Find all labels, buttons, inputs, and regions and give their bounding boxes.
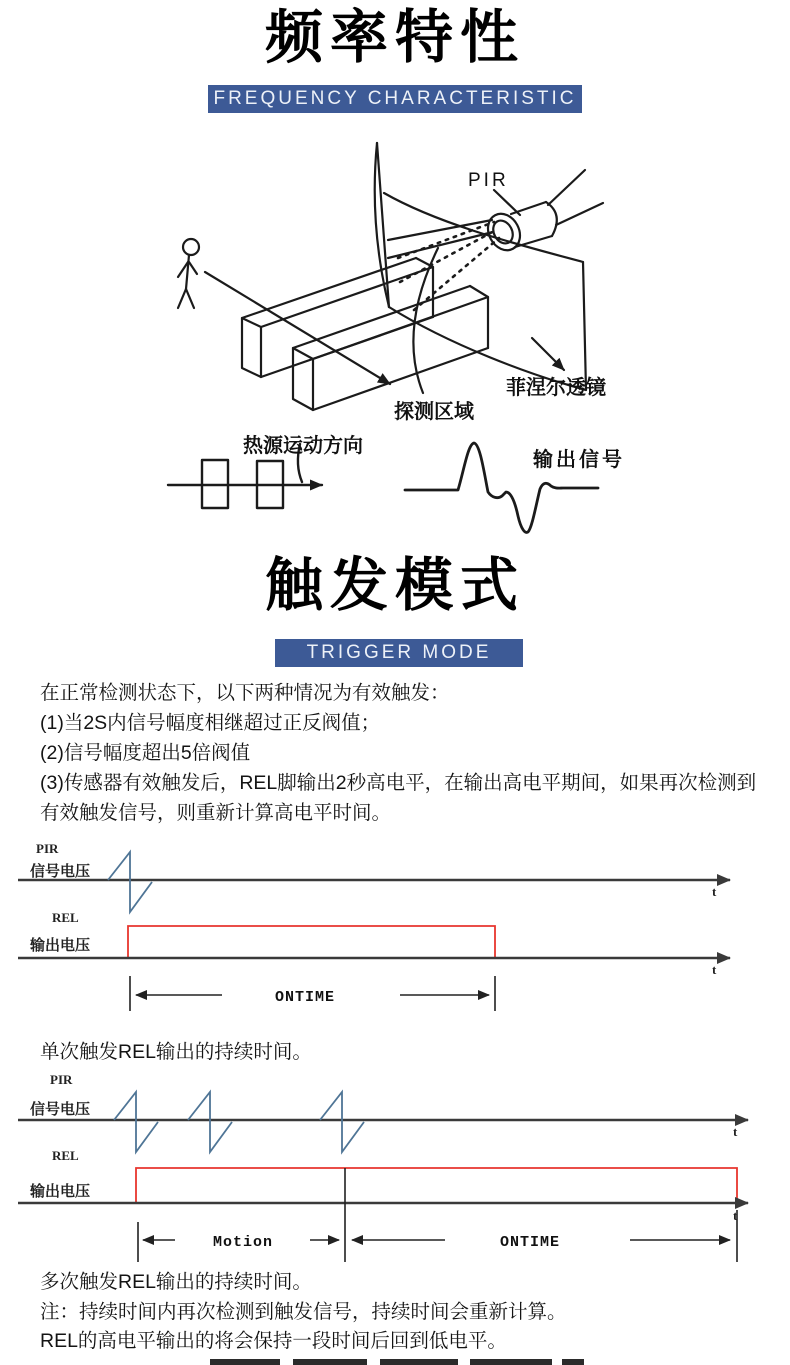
banner-frequency-label: FREQUENCY CHARACTERISTIC <box>213 88 577 109</box>
trigger-line-1: 在正常检测状态下，以下两种情况为有效触发： <box>40 682 450 704</box>
time-axis-t: t <box>733 1124 738 1139</box>
banner-trigger-label: TRIGGER MODE <box>306 642 492 663</box>
time-axis-t: t <box>712 962 717 977</box>
timing-diagram-multi-trigger <box>0 1066 790 1266</box>
fresnel-lens-label: 菲涅尔透镜 <box>506 377 606 399</box>
person-figure <box>178 239 199 308</box>
note-line-1: 注：持续时间内再次检测到触发信号，持续时间会重新计算。 <box>40 1300 567 1323</box>
output-voltage-label: 输出电压 <box>30 1183 91 1200</box>
trigger-line-5: 有效触发信号，则重新计算高电平时间。 <box>40 802 392 824</box>
pir-label: PIR <box>468 170 509 191</box>
signal-voltage-label: 信号电压 <box>30 1101 91 1118</box>
trigger-line-2: (1)当2S内信号幅度相继超过正反阀值； <box>40 712 381 734</box>
bottom-notes <box>40 1268 770 1357</box>
signal-voltage-label: 信号电压 <box>30 863 91 880</box>
trigger-line-3: (2)信号幅度超出5倍阀值 <box>40 742 251 764</box>
pir-lead-wire <box>556 203 603 225</box>
rel-output-pulse <box>136 1168 737 1203</box>
rel-axis-label: REL <box>52 910 79 925</box>
pir-pointer-line <box>494 190 520 215</box>
section-title-trigger: 触发模式 <box>264 553 525 618</box>
rel-output-pulse <box>128 926 495 958</box>
banner-trigger-mode <box>275 639 523 667</box>
detection-area-label: 探测区域 <box>394 401 474 423</box>
output-voltage-label: 输出电压 <box>30 937 91 954</box>
pir-lead-wire <box>548 170 585 205</box>
banner-frequency-characteristic <box>208 85 582 113</box>
rel-axis-label: REL <box>52 1148 79 1163</box>
output-signal-label: 输出信号 <box>533 449 625 471</box>
trigger-line-4: (3)传感器有效触发后，REL脚输出2秒高电平，在输出高电平期间，如果再次检测到 <box>40 772 757 794</box>
time-axis-t: t <box>712 884 717 899</box>
motion-direction-arrow <box>205 272 390 384</box>
time-axis-t: t <box>733 1208 738 1223</box>
trigger-description <box>40 678 770 828</box>
detection-bar-a <box>242 258 433 377</box>
single-trigger-caption: 单次触发REL输出的持续时间。 <box>40 1041 312 1063</box>
fresnel-pointer-arrow <box>532 338 564 370</box>
pir-signal-zigzag <box>108 852 152 912</box>
pir-signal-zigzags <box>114 1092 364 1152</box>
pir-axis-label: PIR <box>36 841 59 856</box>
ontime-label: ONTIME <box>274 989 336 1006</box>
section-title-frequency: 频率特性 <box>264 5 525 70</box>
ontime-label: ONTIME <box>499 1234 561 1251</box>
pir-sensor-illustration <box>0 130 790 545</box>
pir-axis-label: PIR <box>50 1072 73 1087</box>
motion-label: Motion <box>212 1234 274 1251</box>
multi-trigger-caption: 多次触发REL输出的持续时间。 <box>40 1271 312 1293</box>
timing-diagram-single-trigger <box>0 830 790 1022</box>
note-line-2: REL的高电平输出的将会保持一段时间后回到低电平。 <box>40 1330 507 1352</box>
heat-motion-label: 热源运动方向 <box>243 435 363 457</box>
